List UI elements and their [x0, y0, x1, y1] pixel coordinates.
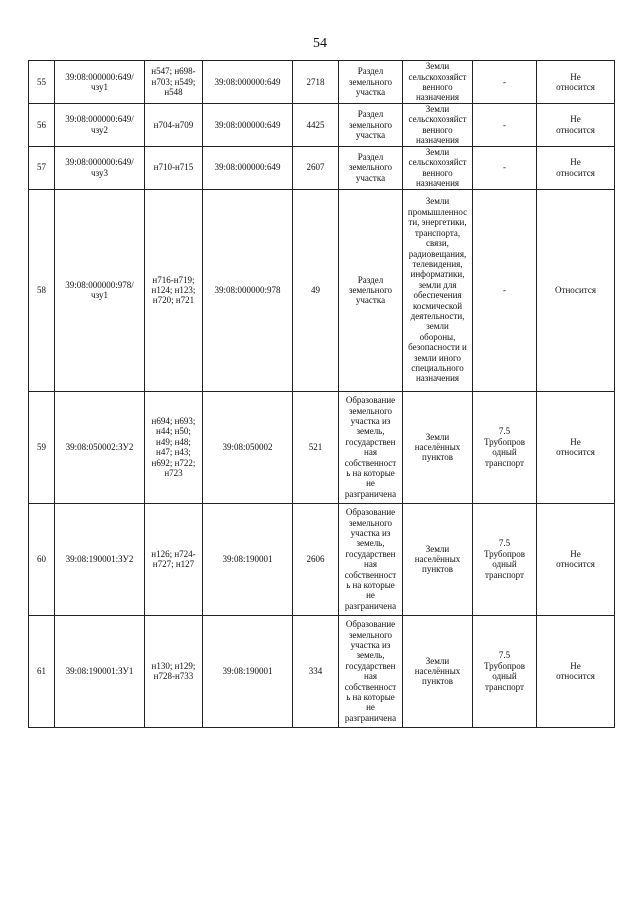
cell-land-category — [403, 503, 473, 615]
cell-formation-method-line: Раздел — [357, 66, 384, 77]
cell-formation-method-line: участка из — [350, 527, 391, 538]
cell-land-category — [403, 61, 473, 104]
cell-land-category-line: назначения — [415, 92, 460, 103]
cell-formation-method-line: не — [366, 590, 375, 601]
cell-area: 49 — [293, 189, 339, 391]
cell-formation-method-line: участка из — [350, 415, 391, 426]
cell-permitted-use-line: 7.5 — [498, 650, 511, 661]
cell-land-category-line: венного — [422, 124, 453, 135]
cell-formation-method-line: ь на которые — [346, 691, 395, 702]
cell-land-category-line: промышленнос — [407, 206, 468, 217]
table-row — [29, 146, 615, 189]
cell-formation-method-line: собственност — [344, 681, 397, 692]
cell-formation-method-line: ная — [364, 447, 377, 458]
cell-formation-method-line: Раздел — [357, 274, 384, 285]
cell-land-category — [403, 391, 473, 503]
cell-formation-method-line: ь на которые — [346, 467, 395, 478]
cell-relation — [537, 189, 615, 391]
cell-formation-method-line: ная — [364, 559, 377, 570]
cell-land-category — [403, 615, 473, 727]
cell-formation-method-line: государствен — [345, 660, 396, 671]
cell-land-category-line: обороны, — [419, 331, 456, 342]
cell-land-category-line: назначения — [415, 135, 460, 146]
cell-relation-line: Не — [570, 71, 581, 82]
cell-permitted-use-line: 7.5 — [498, 538, 511, 549]
cell-formation-method-line: разграничена — [344, 600, 397, 611]
cell-boundary-points — [145, 61, 203, 104]
cell-land-category-line: транспорта, — [414, 227, 461, 238]
cell-permitted-use-line: - — [503, 76, 506, 87]
table-row — [29, 503, 615, 615]
cell-formation-method-line: участка — [355, 295, 386, 306]
cell-boundary-points-line: н547; н698- — [151, 66, 196, 77]
cell-formation-method-line: земель, — [356, 650, 385, 661]
cell-land-category-line: сельскохозяйст — [408, 157, 467, 168]
cell-boundary-points-line: н694; н693; — [151, 415, 196, 426]
cell-relation-line: Не — [570, 436, 581, 447]
cell-boundary-points-line: н720; н721 — [152, 295, 195, 306]
cell-formation-method-line: земель, — [356, 538, 385, 549]
cell-permitted-use — [473, 391, 537, 503]
cell-formation-method-line: земельного — [348, 629, 393, 640]
cell-formation-method — [339, 391, 403, 503]
cell-permitted-use-line: - — [503, 119, 506, 130]
cell-plot-identifier-line: чзу1 — [91, 82, 108, 92]
cell-land-category-line: Земли — [425, 431, 450, 442]
cell-boundary-points-line: н704-н709 — [153, 119, 194, 130]
cell-permitted-use — [473, 503, 537, 615]
cell-formation-method-line: собственност — [344, 457, 397, 468]
cell-cadastral-quarter: 39:08:000000:649 — [203, 104, 293, 147]
cell-boundary-points-line: н548 — [164, 87, 183, 98]
cell-area: 4425 — [293, 104, 339, 147]
cell-row-number: 57 — [29, 146, 55, 189]
cell-boundary-points-line: н124; н123; — [151, 284, 196, 295]
cell-cadastral-quarter: 39:08:000000:649 — [203, 146, 293, 189]
cell-plot-identifier-line: 39:08:000000:649/ — [65, 114, 134, 125]
cell-plot-identifier-line: 39:08:190001:ЗУ2 — [65, 553, 134, 564]
cell-boundary-points-line: н703; н549; — [151, 76, 196, 87]
cell-formation-method-line: ь на которые — [346, 579, 395, 590]
cell-land-category-line: земли для — [418, 279, 457, 290]
cell-permitted-use-line: Трубопров — [483, 660, 526, 671]
cell-permitted-use — [473, 104, 537, 147]
cell-formation-method-line: земельного — [348, 76, 393, 87]
table-row — [29, 615, 615, 727]
cell-land-category-line: назначения — [415, 178, 460, 189]
cell-plot-identifier-line: чзу2 — [91, 124, 108, 135]
table-row — [29, 391, 615, 503]
cell-permitted-use-line: - — [503, 284, 506, 295]
cell-plot-identifier — [55, 61, 145, 104]
cell-plot-identifier-line: 39:08:000000:649/ — [65, 71, 134, 82]
cell-plot-identifier — [55, 146, 145, 189]
cell-relation-line: относится — [556, 671, 595, 682]
cell-formation-method-line: государствен — [345, 436, 396, 447]
cell-land-category-line: населённых — [414, 553, 461, 564]
cell-permitted-use — [473, 146, 537, 189]
cell-land-category-line: земли — [426, 321, 449, 332]
cell-boundary-points-line: н130; н129; — [151, 660, 196, 671]
cell-formation-method-line: земельного — [348, 119, 393, 130]
cell-relation — [537, 391, 615, 503]
cell-land-category-line: земли иного — [414, 352, 461, 363]
cell-plot-identifier-line: 39:08:000000:978/ — [65, 279, 134, 290]
cell-land-category-line: телевидения, — [412, 258, 463, 269]
cell-permitted-use-line: транспорт — [485, 457, 524, 468]
cell-formation-method-line: разграничена — [344, 712, 397, 723]
cell-plot-identifier — [55, 391, 145, 503]
cell-formation-method-line: Образование — [345, 395, 396, 406]
cell-land-category-line: специального — [411, 362, 464, 373]
cell-boundary-points-line: н692; н722; — [151, 457, 196, 468]
cell-formation-method — [339, 189, 403, 391]
cell-relation-line: относится — [556, 124, 595, 135]
land-plots-table — [28, 60, 615, 728]
cell-cadastral-quarter: 39:08:190001 — [203, 503, 293, 615]
cell-formation-method-line: не — [366, 478, 375, 489]
cell-plot-identifier-line: 39:08:190001:ЗУ1 — [65, 665, 134, 676]
cell-boundary-points — [145, 615, 203, 727]
cell-permitted-use — [473, 61, 537, 104]
cell-formation-method-line: не — [366, 702, 375, 713]
cell-permitted-use-line: - — [503, 162, 506, 173]
cell-formation-method — [339, 104, 403, 147]
cell-land-category-line: Земли — [425, 196, 450, 207]
cell-formation-method-line: участка — [355, 87, 386, 98]
cell-land-category-line: Земли — [425, 655, 450, 666]
cell-formation-method — [339, 615, 403, 727]
cell-formation-method-line: ная — [364, 671, 377, 682]
cell-cadastral-quarter: 39:08:000000:978 — [203, 189, 293, 391]
cell-boundary-points-line: н49; н48; — [156, 436, 191, 447]
cell-land-category — [403, 104, 473, 147]
cell-permitted-use-line: 7.5 — [498, 426, 511, 437]
cell-relation — [537, 104, 615, 147]
cell-plot-identifier — [55, 615, 145, 727]
cell-land-category-line: венного — [422, 82, 453, 92]
cell-relation-line: относится — [556, 167, 595, 178]
cell-relation-line: относится — [556, 82, 595, 92]
cell-plot-identifier — [55, 189, 145, 391]
cell-relation-line: относится — [556, 447, 595, 458]
cell-boundary-points-line: н727; н127 — [152, 559, 195, 570]
cell-boundary-points-line: н44; н50; — [156, 426, 191, 437]
table-row — [29, 189, 615, 391]
cell-formation-method-line: Образование — [345, 507, 396, 518]
cell-row-number: 60 — [29, 503, 55, 615]
cell-land-category-line: венного — [422, 167, 453, 178]
cell-formation-method-line: земельного — [348, 405, 393, 416]
cell-formation-method — [339, 503, 403, 615]
cell-formation-method-line: земельного — [348, 517, 393, 528]
cell-boundary-points — [145, 189, 203, 391]
cell-permitted-use-line: транспорт — [485, 569, 524, 580]
table-row — [29, 104, 615, 147]
cell-relation-line: относится — [556, 559, 595, 570]
cell-land-category-line: сельскохозяйст — [408, 71, 467, 82]
cell-land-category-line: ти, энергетики, — [408, 217, 467, 228]
cell-relation — [537, 615, 615, 727]
cell-land-category-line: Земли — [425, 146, 450, 157]
cell-relation-line: Не — [570, 548, 581, 559]
cell-land-category-line: радиовещания, — [408, 248, 467, 259]
cell-formation-method-line: земель, — [356, 426, 385, 437]
cell-boundary-points — [145, 146, 203, 189]
cell-land-category-line: Земли — [425, 61, 450, 72]
cell-row-number: 55 — [29, 61, 55, 104]
cell-relation-line: Не — [570, 114, 581, 125]
cell-formation-method — [339, 61, 403, 104]
cell-land-category-line: пунктов — [422, 676, 453, 687]
cell-row-number: 58 — [29, 189, 55, 391]
cell-formation-method-line: участка из — [350, 639, 391, 650]
cell-permitted-use-line: одный — [492, 447, 517, 458]
cell-land-category-line: обеспечения — [413, 290, 462, 301]
cell-land-category-line: деятельности, — [410, 310, 465, 321]
cell-relation-line: Не — [570, 157, 581, 168]
cell-permitted-use-line: одный — [492, 671, 517, 682]
cell-row-number: 61 — [29, 615, 55, 727]
cell-plot-identifier-line: чзу1 — [91, 290, 108, 301]
cell-land-category — [403, 146, 473, 189]
cell-permitted-use — [473, 615, 537, 727]
cell-land-category-line: космической — [412, 300, 463, 311]
table-row — [29, 61, 615, 104]
cell-land-category-line: населённых — [414, 441, 461, 452]
cell-formation-method-line: государствен — [345, 548, 396, 559]
cell-area: 334 — [293, 615, 339, 727]
cell-formation-method-line: участка — [355, 172, 386, 183]
cell-land-category-line: назначения — [415, 373, 460, 384]
cell-boundary-points-line: н716-н719; — [152, 274, 195, 285]
cell-boundary-points — [145, 503, 203, 615]
cell-formation-method-line: земельного — [348, 284, 393, 295]
cell-plot-identifier-line: чзу3 — [91, 167, 108, 178]
cell-relation-line: Не — [570, 660, 581, 671]
cell-land-category — [403, 189, 473, 391]
cell-plot-identifier — [55, 104, 145, 147]
cell-row-number: 59 — [29, 391, 55, 503]
cell-relation-line: Относится — [555, 284, 596, 295]
cell-relation — [537, 61, 615, 104]
cell-formation-method-line: разграничена — [344, 488, 397, 499]
cell-formation-method-line: Раздел — [357, 109, 384, 120]
cell-permitted-use — [473, 189, 537, 391]
cell-permitted-use-line: Трубопров — [483, 436, 526, 447]
cell-boundary-points-line: н728-н733 — [153, 671, 194, 682]
cell-cadastral-quarter: 39:08:000000:649 — [203, 61, 293, 104]
cell-boundary-points-line: н723 — [164, 467, 183, 478]
cell-formation-method-line: собственност — [344, 569, 397, 580]
cell-plot-identifier-line: 39:08:050002:ЗУ2 — [65, 441, 134, 452]
cell-formation-method-line: Раздел — [357, 152, 384, 163]
cell-boundary-points — [145, 391, 203, 503]
cell-land-category-line: сельскохозяйст — [408, 114, 467, 125]
cell-row-number: 56 — [29, 104, 55, 147]
page-number: 54 — [313, 36, 327, 51]
cell-area: 521 — [293, 391, 339, 503]
cell-boundary-points — [145, 104, 203, 147]
cell-cadastral-quarter: 39:08:190001 — [203, 615, 293, 727]
cell-plot-identifier — [55, 503, 145, 615]
cell-cadastral-quarter: 39:08:050002 — [203, 391, 293, 503]
cell-plot-identifier-line: 39:08:000000:649/ — [65, 157, 134, 168]
cell-land-category-line: информатики, — [410, 269, 465, 280]
cell-area: 2606 — [293, 503, 339, 615]
cell-formation-method — [339, 146, 403, 189]
cell-land-category-line: населённых — [414, 665, 461, 676]
cell-formation-method-line: земельного — [348, 162, 393, 173]
cell-area: 2718 — [293, 61, 339, 104]
cell-boundary-points-line: н710-н715 — [153, 162, 194, 173]
cell-land-category-line: Земли — [425, 104, 450, 114]
cell-permitted-use-line: одный — [492, 559, 517, 570]
cell-land-category-line: безопасности и — [408, 342, 467, 353]
cell-land-category-line: пунктов — [422, 452, 453, 463]
cell-land-category-line: связи, — [426, 238, 449, 249]
cell-land-category-line: пунктов — [422, 564, 453, 575]
cell-relation — [537, 503, 615, 615]
cell-relation — [537, 146, 615, 189]
cell-boundary-points-line: н47; н43; — [156, 447, 191, 458]
cell-formation-method-line: участка — [355, 130, 386, 141]
cell-boundary-points-line: н126; н724- — [151, 548, 196, 559]
cell-formation-method-line: Образование — [345, 619, 396, 630]
cell-permitted-use-line: Трубопров — [483, 548, 526, 559]
cell-land-category-line: Земли — [425, 543, 450, 554]
cell-permitted-use-line: транспорт — [485, 681, 524, 692]
cell-area: 2607 — [293, 146, 339, 189]
